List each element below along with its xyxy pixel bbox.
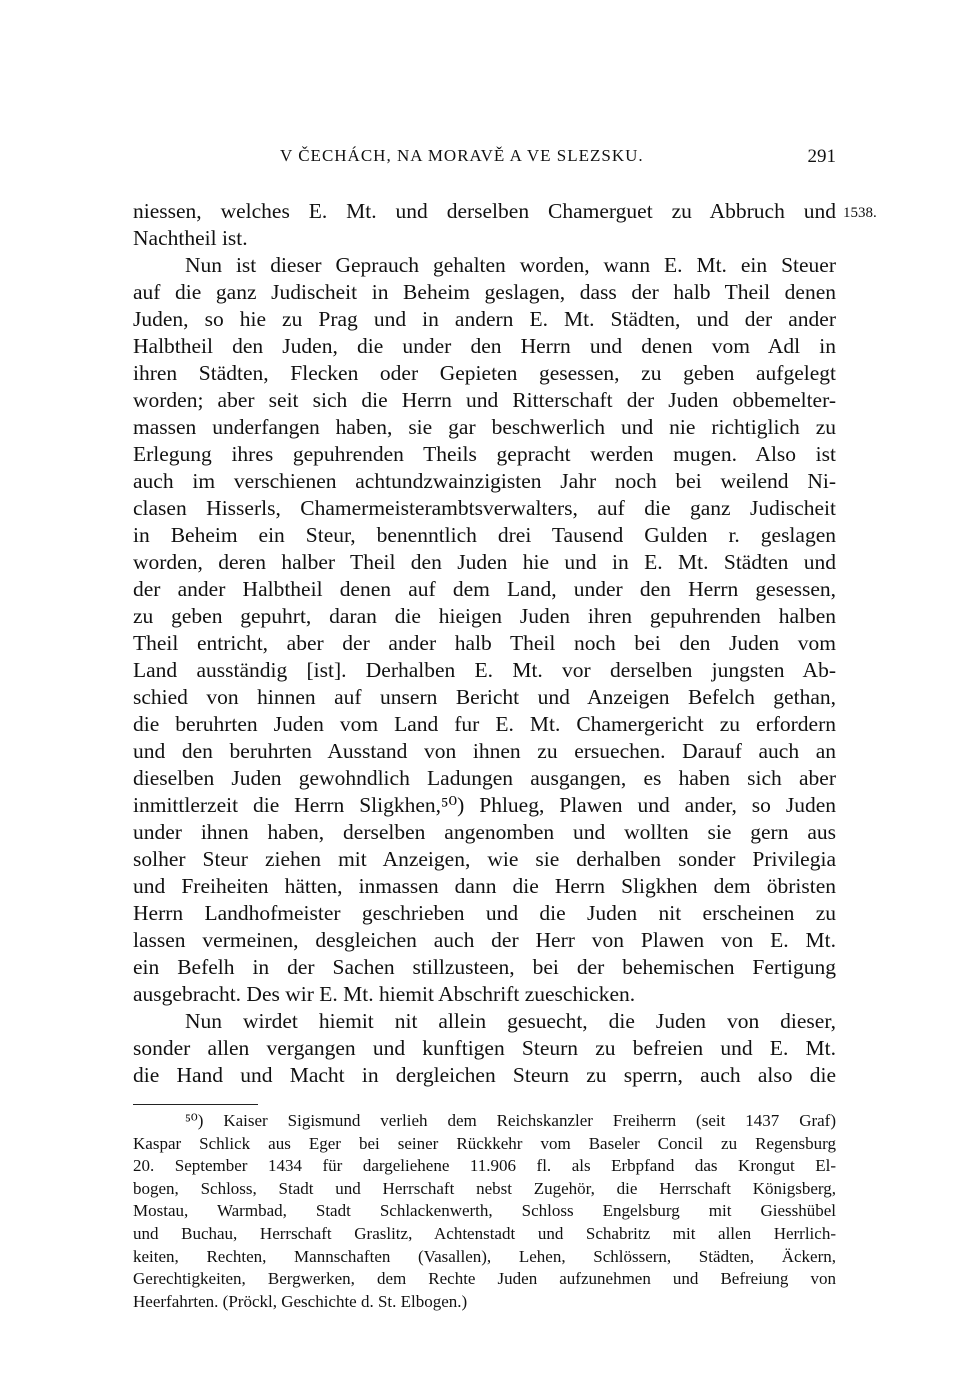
footnote-line: und Buchau, Herrschaft Graslitz, Achtenstadt und Schabritz mit allen Herrlich-: [133, 1223, 836, 1243]
text-line: die beruhrten Juden vom Land fur E. Mt. Chamergericht zu erfordern: [133, 712, 836, 736]
text-line: auf die ganz Judischeit in Beheim geslagen, dass der halb Theil denen: [133, 280, 836, 304]
text-line: under ihnen haben, derselben angenomben und wollten sie gern aus: [133, 820, 836, 844]
text-line: Land ausständig [ist]. Derhalben E. Mt. vor derselben jungsten Ab-: [133, 658, 836, 682]
footnote-line: 20. September 1434 für dargeliehene 11.906 fl. als Erbpfand das Krongut El-: [133, 1156, 836, 1176]
running-title: V ČECHÁCH, NA MORAVĚ A VE SLEZSKU.: [280, 146, 644, 165]
text-line: ausgebracht. Des wir E. Mt. hiemit Abschrift zueschicken.: [133, 982, 636, 1006]
footnote-line: Mostau, Warmbad, Stadt Schlackenwerth, Schloss Engelsburg mit Giesshübel: [133, 1201, 836, 1221]
text-line: dieselben Juden gewohndlich Ladungen ausgangen, es haben sich aber: [133, 766, 836, 790]
text-line: Erlegung ihres gepuhrenden Theils gepracht werden mugen. Also ist: [133, 442, 836, 466]
footnote-line: bogen, Schloss, Stadt und Herrschaft nebst Zugehör, die Herrschaft Königsberg,: [133, 1178, 836, 1198]
text-line: Juden, so hie zu Prag und in andern E. Mt. Städten, und der ander: [133, 307, 836, 331]
text-line: clasen Hisserls, Chamermeisterambtsverwalters, auf die ganz Judischeit: [133, 496, 836, 520]
text-line: Nun wirdet hiemit nit allein gesuecht, die Juden von dieser,: [185, 1009, 836, 1033]
text-line: Nun ist dieser Geprauch gehalten worden, wann E. Mt. ein Steuer: [185, 253, 836, 277]
footnote-line: Kaspar Schlick aus Eger bei seiner Rückkehr vom Baseler Concil zu Regensburg: [133, 1133, 836, 1153]
text-line: der ander Halbtheil denen auf dem Land, under den Herrn gesessen,: [133, 577, 836, 601]
text-line: zu geben gepuhrt, daran die hieigen Juden ihren gepuhrenden halben: [133, 604, 836, 628]
footnotes: [133, 1110, 836, 1313]
page-number: 291: [807, 146, 836, 167]
text-line: inmittlerzeit die Herrn Sligkhen,⁵⁰) Phlueg, Plawen und ander, so Juden: [133, 793, 836, 817]
text-line: massen underfangen haben, sie gar beschwerlich und nie richtiglich zu: [133, 415, 836, 439]
text-line: auch im verschienen achtundzwainzigisten Jahr noch bei weilend Ni-: [133, 469, 836, 493]
text-line: solher Steur ziehen mit Anzeigen, wie sie derhalben sonder Privilegia: [133, 847, 836, 871]
text-line: und den beruhrten Ausstand von ihnen zu ersuechen. Darauf auch an: [133, 739, 836, 763]
text-line: in Beheim ein Steur, benenntlich drei Tausend Gulden r. geslagen: [133, 523, 836, 547]
text-line: worden, deren halber Theil den Juden hie und in E. Mt. Städten und: [133, 550, 836, 574]
text-line: niessen, welches E. Mt. und derselben Chamerguet zu Abbruch und: [133, 199, 836, 223]
text-line: ihren Städten, Flecken oder Gepieten gesessen, zu geben aufgelegt: [133, 361, 836, 385]
footnote-line: Heerfahrten. (Pröckl, Geschichte d. St. Elbogen.): [133, 1291, 468, 1311]
footnote-line: Gerechtigkeiten, Bergwerken, dem Rechte Juden aufzunehmen und Befreiung von: [133, 1269, 836, 1289]
text-line: Herrn Landhofmeister geschrieben und die Juden nit erscheinen zu: [133, 901, 836, 925]
text-line: Halbtheil den Juden, die under den Herrn und denen vom Adl in: [133, 334, 836, 358]
footnote-separator: [133, 1104, 258, 1105]
text-line: und Freiheiten hätten, inmassen dann die Herrn Sligkhen dem öbristen: [133, 874, 836, 898]
footnote-line: keiten, Rechten, Mannschaften (Vasallen), Lehen, Schlössern, Städten, Äckern,: [133, 1246, 836, 1266]
footnote-line: ⁵⁰) Kaiser Sigismund verlieh dem Reichskanzler Freiherrn (seit 1437 Graf): [185, 1111, 836, 1130]
text-line: lassen vermeinen, desgleichen auch der Herr von Plawen von E. Mt.: [133, 928, 836, 952]
text-line: Theil entricht, aber der ander halb Theil noch bei den Juden vom: [133, 631, 836, 655]
margin-year-note: 1538.: [843, 205, 877, 221]
text-line: schied von hinnen auf unsern Bericht und Anzeigen Befelch gethan,: [133, 685, 836, 709]
text-line: worden; aber seit sich die Herrn und Ritterschaft der Juden obbemelter-: [133, 388, 836, 412]
text-line: sonder allen vergangen und kunftigen Steurn zu befreien und E. Mt.: [133, 1036, 836, 1060]
text-line: Nachtheil ist.: [133, 226, 248, 250]
body-text: [133, 198, 836, 1089]
text-line: die Hand und Macht in dergleichen Steurn zu sperrn, auch also die: [133, 1063, 836, 1087]
text-line: ein Befelh in der Sachen stillzusteen, bei der behemischen Fertigung: [133, 955, 836, 979]
